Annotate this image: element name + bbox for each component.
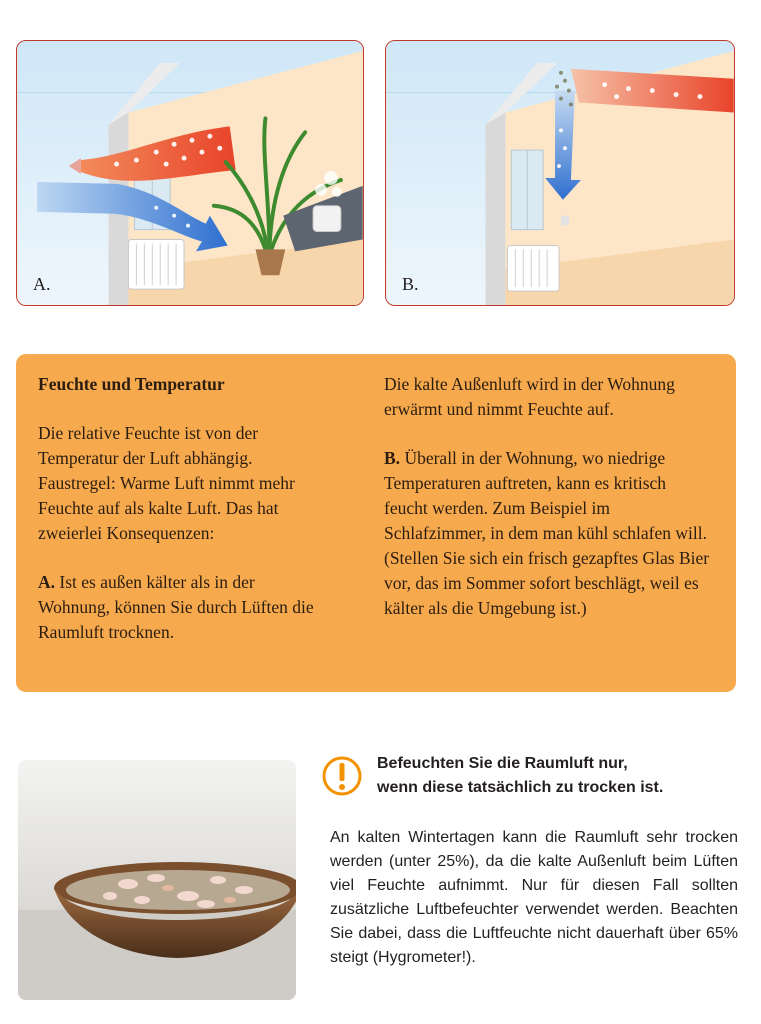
- case-b-lead: B.: [384, 448, 401, 468]
- info-box-right-intro: Die kalte Außenluft wird in der Wohnung erwärmt und nimmt Feuchte auf.: [384, 374, 675, 419]
- illustration-b: [385, 40, 735, 306]
- tip-title: [377, 752, 737, 800]
- tip-title-line-1: Befeuchten Sie die Raumluft nur,: [377, 755, 628, 772]
- info-box-left-column: [38, 372, 320, 669]
- room-condensation-drawing-b: [386, 41, 734, 305]
- illustration-a: [16, 40, 364, 306]
- info-box-case-a: [38, 570, 320, 645]
- case-a-text: Ist es außen kälter als in der Wohnung, können Sie durch Lüften die Raumluft trocknen.: [38, 572, 314, 642]
- case-b-text: Überall in der Wohnung, wo niedrige Temperaturen auftreten, kann es kritisch feucht werden. Zum Beispiel im Schlafzimmer, in dem man kühl schlafen will. (Stellen Sie sich ein frisch gezapftes Glas Bier vor, das im Sommer sofort beschlägt, weil es kälter als die Umgebung ist.): [384, 448, 710, 618]
- bowl-with-petals-photo: [18, 760, 296, 1000]
- info-box-intro: Die relative Feuchte ist von der Temperatur der Luft abhängig. Faustregel: Warme Luft nimmt mehr Feuchte auf als kalte Luft. Das hat zweierlei Konsequenzen:: [38, 423, 295, 543]
- info-box-right-column: [384, 372, 710, 645]
- room-ventilation-drawing-a: [17, 41, 363, 305]
- case-a-lead: A.: [38, 572, 56, 592]
- illustration-a-label: A.: [33, 274, 51, 294]
- tip-body-text: An kalten Wintertagen kann die Raumluft sehr trocken werden (unter 25%), da die kalte Außenluft beim Lüften viel Feuchte aufnimmt. Nur für diesen Fall sollten zusätzliche Luftbefeuchter verwendet werden. Beachten Sie dabei, dass die Luftfeuchte nicht dauerhaft über 65% steigt (Hygrometer!).: [330, 829, 738, 966]
- tip-title-line-2: wenn diese tatsächlich zu trocken ist.: [377, 779, 664, 796]
- info-box-case-b: [384, 446, 710, 621]
- illustration-b-label: B.: [402, 274, 419, 294]
- info-box-humidity-temperature: [16, 354, 736, 692]
- exclamation-circle-icon: [321, 755, 363, 797]
- info-box-heading: Feuchte und Temperatur: [38, 374, 225, 394]
